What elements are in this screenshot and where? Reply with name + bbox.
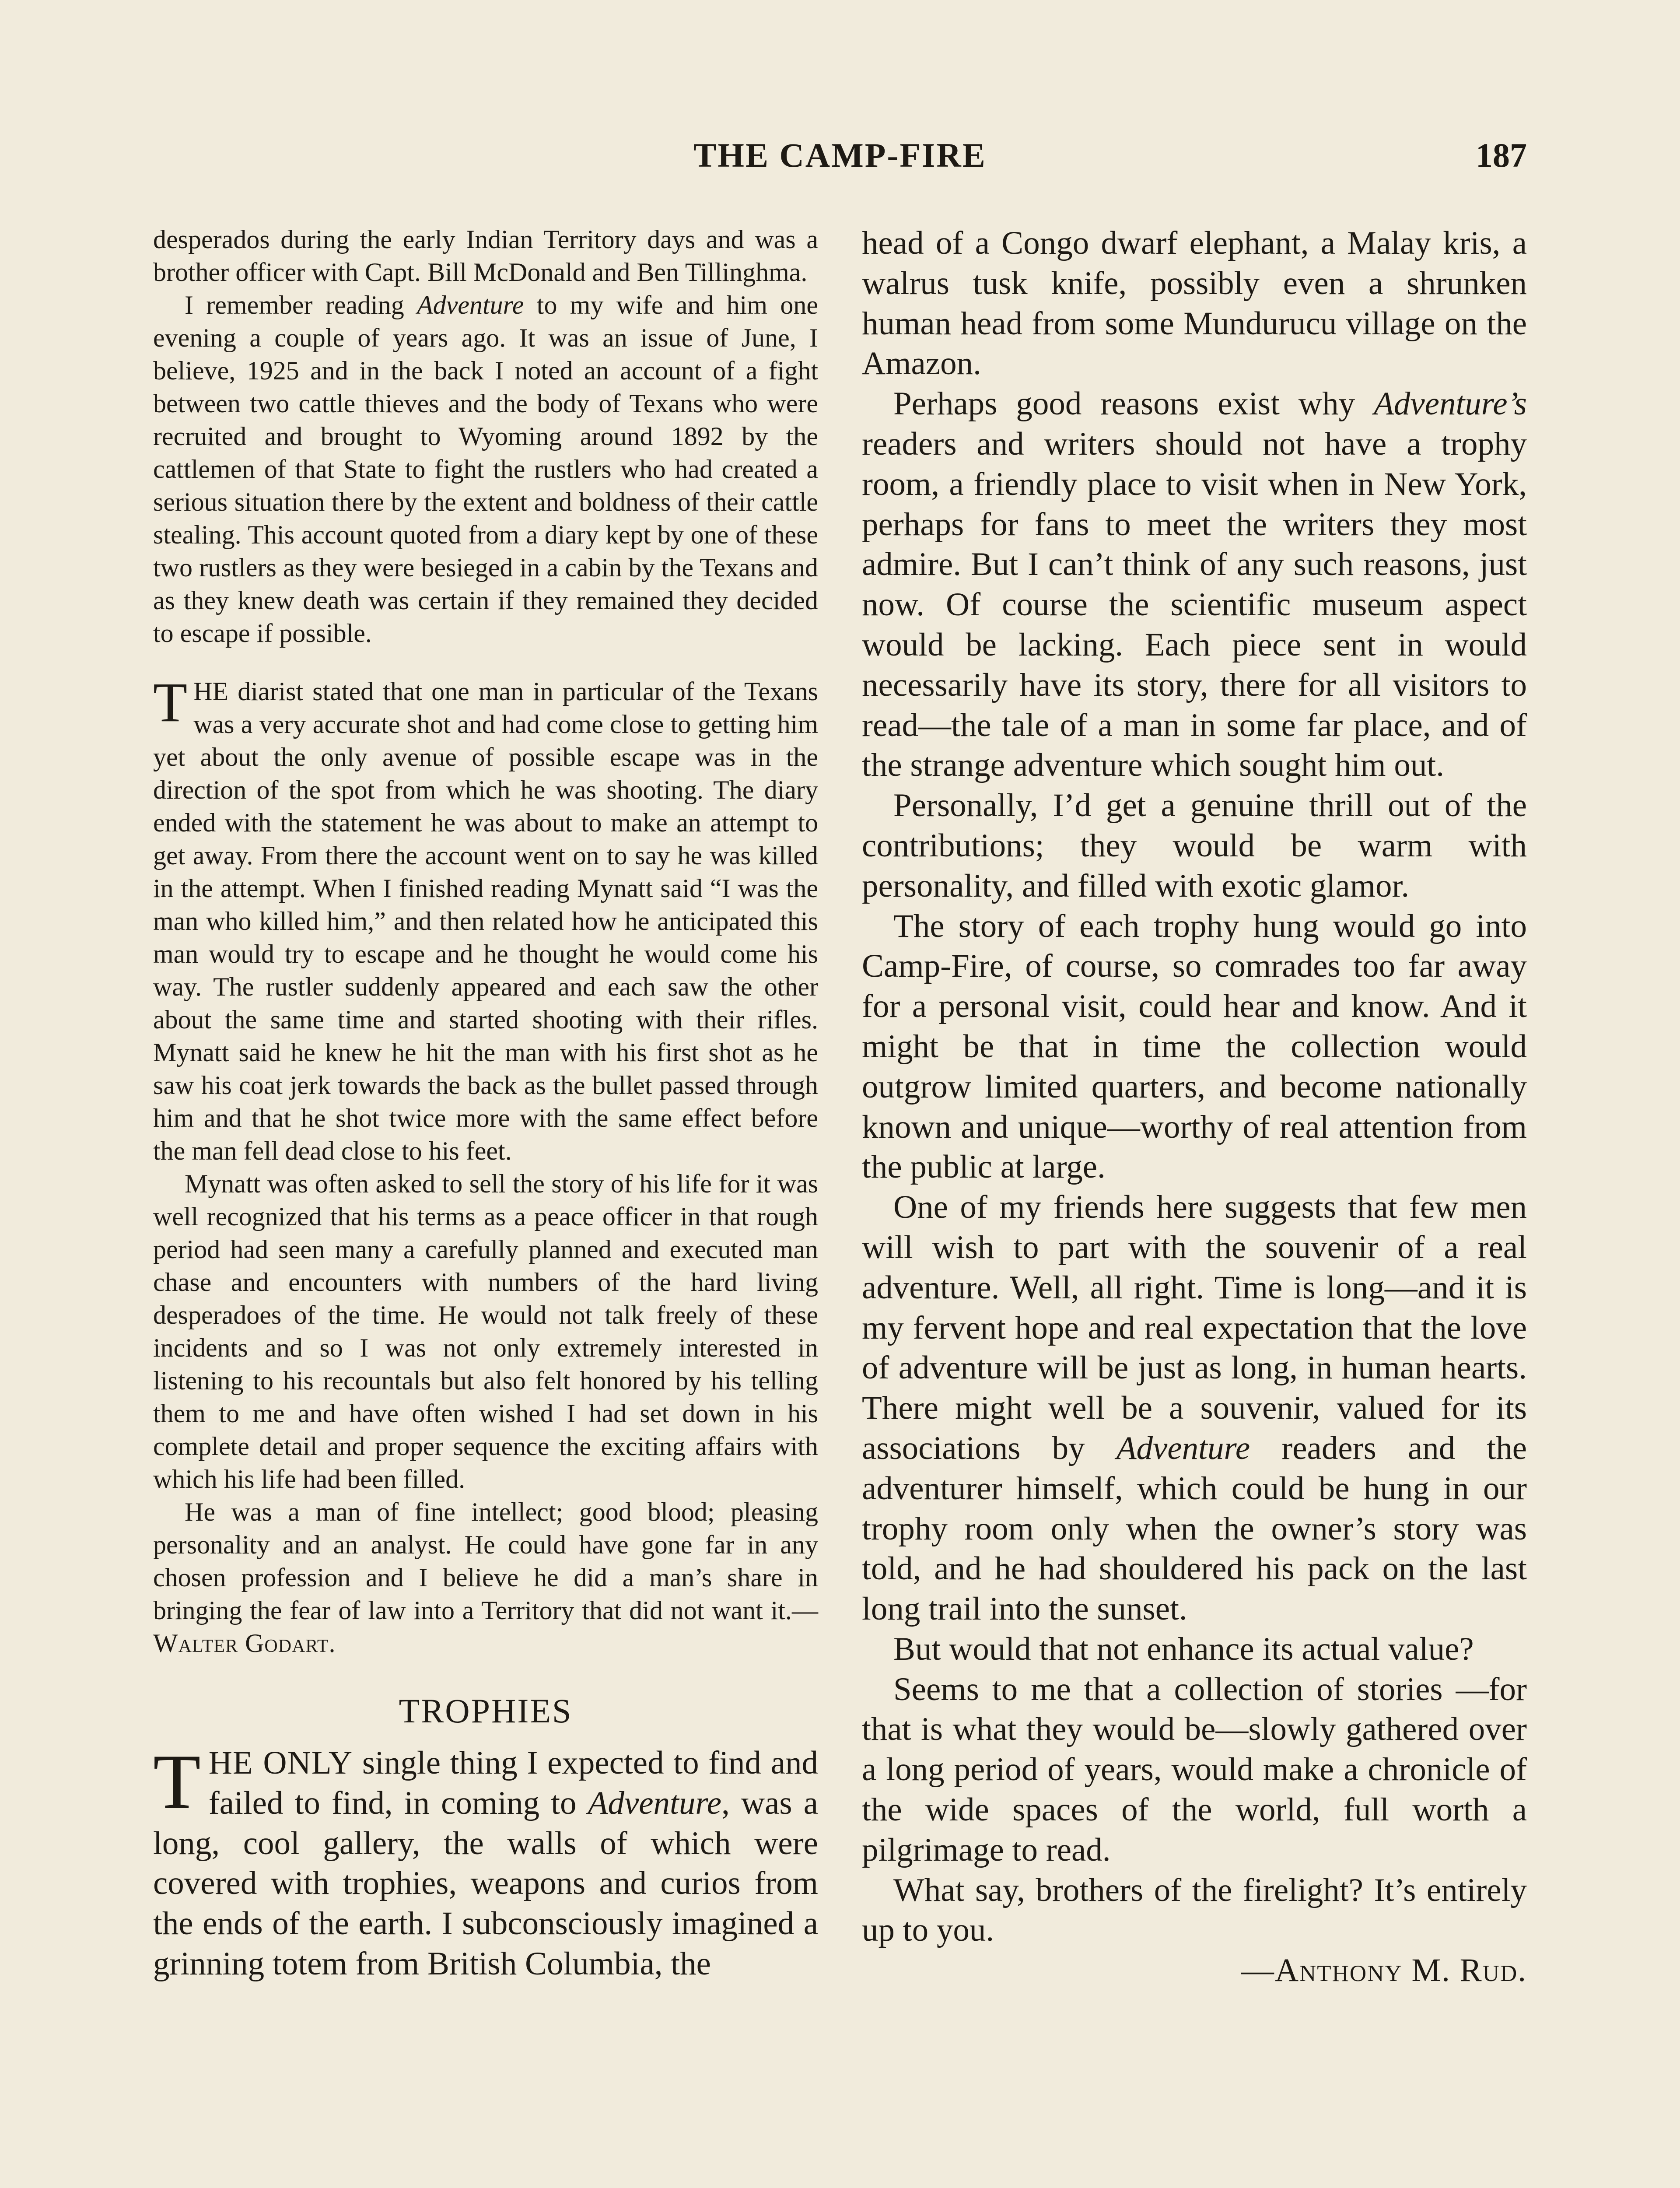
magazine-title: Adventure	[1116, 1430, 1250, 1466]
paragraph: Mynatt was often asked to sell the story of his life for it was well recognized that his terms as a peace officer in that rough period had seen many a carefully planned and executed man chase and encounters with numbers of the hard living desperadoes of the time. He would not talk freely of these incidents and so I was not only extremely interested in listening to his recountals but also felt honored by his telling them to me and have often wished I had set down in his complete detail and proper sequence the exciting affairs with which his life had been filled.	[153, 1169, 818, 1494]
text-run: single thing I expected to find and failed to find, in coming to	[208, 1745, 818, 1821]
paragraph: But would that not enhance its actual value?	[893, 1630, 1474, 1667]
paragraph	[862, 384, 1527, 785]
paragraph	[862, 1187, 1527, 1629]
paragraph	[153, 1496, 818, 1660]
magazine-title: Adventure	[588, 1785, 722, 1821]
left-column	[153, 223, 818, 1984]
paragraph-dropcap	[153, 1738, 818, 1984]
text-run: , was a long, cool gallery, the walls of which were covered with trophies, weapons and curios from the ends of the earth. I subconsciously imagined a grinning totem from British Columbia, the	[153, 1785, 818, 1982]
paragraph: Seems to me that a collection of stories —for that is what they would be—slowly gathered over a long period of years, would make a chronicle of the wide spaces of the world, full worth a pilgrimage to read.	[862, 1671, 1527, 1868]
paragraph-dropcap	[153, 671, 818, 1168]
paragraph: The story of each trophy hung would go into Camp-Fire, of course, so comrades too far away for a personal visit, could hear and know. And it might be that in time the collection would outgrow limited quarters, and become nationally known and unique—worthy of real attention from the public at large.	[862, 908, 1527, 1185]
paragraph: desperados during the early Indian Territory days and was a brother officer with Capt. Bill McDonald and Ben Tillinghma.	[153, 225, 818, 287]
text-run: HE diarist stated that one man in particular of the Texans was a very accurate shot and had come close to getting him yet about the only avenue of possible escape was in the direction of the spot from which he was shooting. The diary ended with the statement he was about to make an attempt to get away. From there the account went on to say he was killed in the attempt. When I finished reading Mynatt said “I was the man who killed him,” and then related how he anticipated this man would try to escape and he thought he would come his way. The rustler suddenly appeared and each saw the other about the same time and started shooting with their rifles. Mynatt said he knew he hit the man with his first shot as he saw his coat jerk towards the back as the bullet passed through him and that he shot twice more with the same effect before the man fell dead close to his feet.	[153, 677, 818, 1165]
text-run: readers and the adventurer himself, which could be hung in our trophy room only when the owner’s story was told, and he had shouldered his pack on the last long trail into the sunset.	[862, 1430, 1527, 1627]
drop-cap: T	[153, 1738, 201, 1825]
magazine-title: Adventure’s	[1374, 386, 1527, 422]
running-title: THE CAMP-FIRE	[693, 136, 987, 174]
paragraph: What say, brothers of the firelight? It’s entirely up to you.	[862, 1872, 1527, 1949]
text-run: readers and writers should not have a trophy room, a friendly place to visit when in New York, perhaps for fans to meet the writers they most admire. But I can’t think of any such reasons, just now. Of course the scientific museum aspect would be lacking. Each piece sent in would necessarily have its story, there for all visitors to read—the tale of a man in some far place, and of the strange adventure which sought him out.	[862, 425, 1527, 784]
text-run: to my wife and him one evening a couple of years ago. It was an issue of June, I believe, 1925 and in the back I noted an account of a fight between two cattle thieves and the body of Texans who were recruited and brought to Wyoming around 1892 by the cattlemen of that State to fight the rustlers who had created a serious situation there by the extent and boldness of their cattle stealing. This account quoted from a diary kept by one of these two rustlers as they were besieged in a cabin by the Texans and as they knew death was certain if they remained they decided to escape if possible.	[153, 291, 818, 648]
page-number: 187	[1476, 136, 1527, 174]
right-column	[862, 223, 1527, 1991]
section-heading: TROPHIES	[399, 1692, 573, 1730]
magazine-title: Adventure	[417, 291, 524, 319]
text-run: He was a man of fine intellect; good blood; pleasing personality and an analyst. He could have gone far in any chosen profession and I believe he did a man’s share in bringing the fear of law into a Territory that did not want it.—	[153, 1497, 818, 1625]
text-run: Perhaps good reasons exist why	[893, 386, 1374, 422]
page-header	[153, 136, 1527, 188]
author-signature: Walter Godart.	[153, 1629, 336, 1658]
author-signature: —Anthony M. Rud.	[1241, 1952, 1527, 1989]
text-run: I remember reading	[185, 291, 417, 319]
text-run: One of my friends here suggests that few men will wish to part with the souvenir of a real adventure. Well, all right. Time is long—and it is my fervent hope and real expectation that the love of adventure will be just as long, in human hearts. There might well be a souvenir, valued for its associations by	[862, 1189, 1527, 1466]
paragraph: Personally, I’d get a genuine thrill out of the contributions; they would be warm with personality, and filled with exotic glamor.	[862, 787, 1527, 904]
paragraph: head of a Congo dwarf elephant, a Malay kris, a walrus tusk knife, possibly even a shrunken human head from some Mundurucu village on the Amazon.	[862, 225, 1527, 382]
paragraph	[153, 289, 818, 650]
lead-caps: HE ONLY	[208, 1745, 353, 1781]
drop-cap: T	[153, 671, 188, 733]
